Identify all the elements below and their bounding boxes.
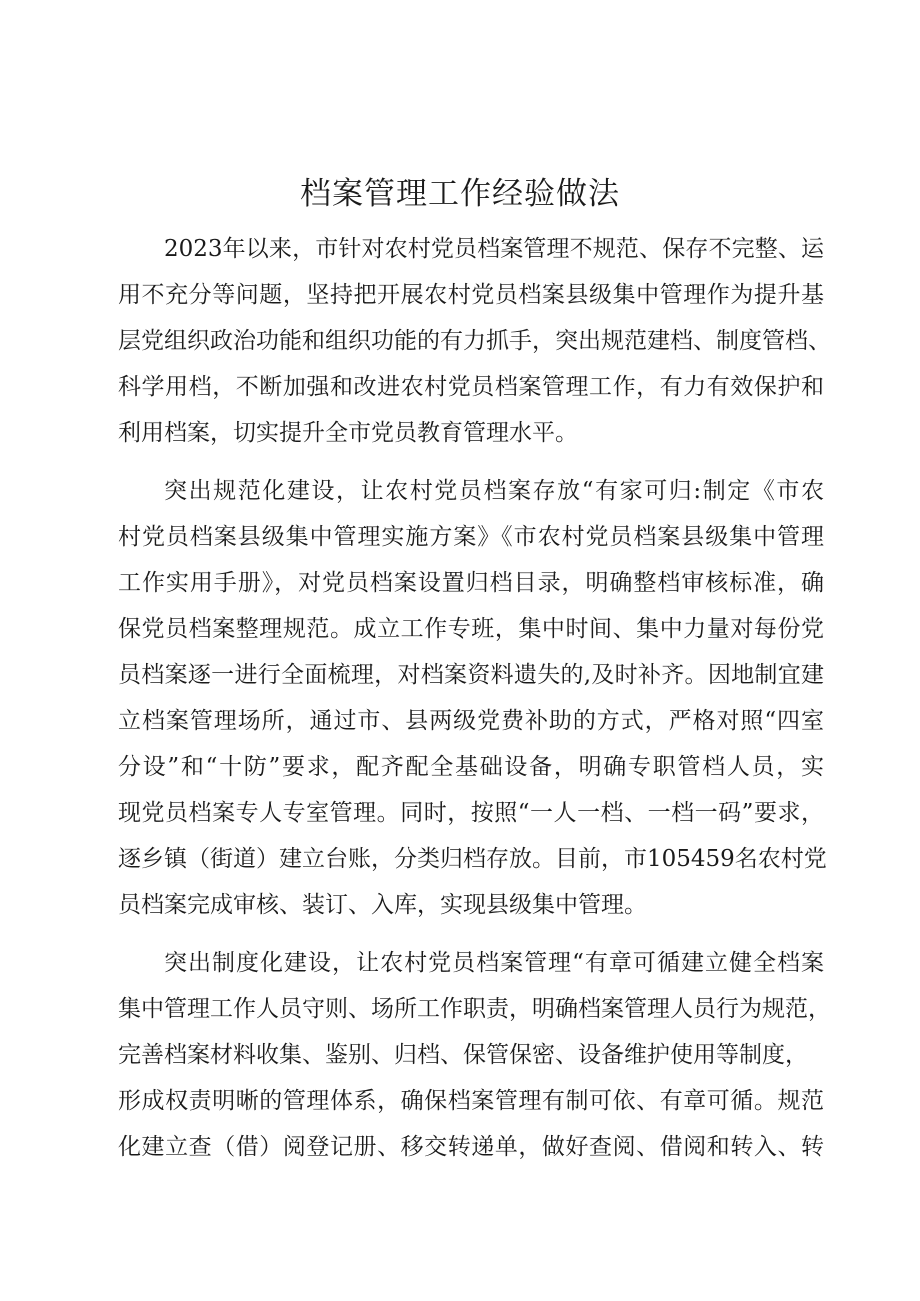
document-title: 档案管理工作经验做法 — [300, 176, 620, 212]
text-line: 用不充分等问题，坚持把开展农村党员档案县级集中管理作为提升基 — [118, 282, 824, 308]
paragraph-2 — [118, 468, 827, 928]
text-line: 现党员档案专人专室管理。同时，按照“一人一档、一档一码”要求， — [118, 800, 824, 826]
text-line: 化建立查（借）阅登记册、移交转递单，做好查阅、借阅和转入、转 — [118, 1134, 824, 1160]
paragraph-1 — [118, 226, 831, 456]
text-line: 员档案完成审核、装订、入库，实现县级集中管理。 — [118, 892, 647, 918]
text-line: 保党员档案整理规范。成立工作专班，集中时间、集中力量对每份党 — [118, 616, 824, 642]
text-line: 层党组织政治功能和组织功能的有力抓手，突出规范建档、制度管档、 — [118, 328, 831, 354]
text-line: 村党员档案县级集中管理实施方案》《市农村党员档案县级集中管理 — [118, 524, 824, 550]
text-line: 完善档案材料收集、鉴别、归档、保管保密、设备维护使用等制度， — [118, 1042, 808, 1068]
text-line: 科学用档，不断加强和改进农村党员档案管理工作，有力有效保护和 — [118, 374, 824, 400]
text-line: 突出规范化建设，让农村党员档案存放“有家可归:制定《市农 — [164, 478, 824, 504]
text-line: 集中管理工作人员守则、场所工作职责，明确档案管理人员行为规范， — [118, 996, 831, 1022]
text-line: 逐乡镇（街道）建立台账，分类归档存放。目前，市105459名农村党 — [118, 846, 827, 872]
paragraph-3 — [118, 940, 831, 1170]
text-line: 立档案管理场所，通过市、县两级党费补助的方式，严格对照“四室 — [118, 708, 824, 734]
text-line: 形成权责明晰的管理体系，确保档案管理有制可依、有章可循。规范 — [118, 1088, 824, 1114]
text-line: 分设”和“十防”要求，配齐配全基础设备，明确专职管档人员，实 — [118, 754, 824, 780]
text-line: 员档案逐一进行全面梳理，对档案资料遗失的,及时补齐。因地制宜建 — [118, 662, 824, 688]
document-body — [118, 226, 831, 1170]
text-line: 2023年以来，市针对农村党员档案管理不规范、保存不完整、运 — [164, 236, 824, 262]
text-line: 工作实用手册》，对党员档案设置归档目录，明确整档审核标准，确 — [118, 570, 824, 596]
text-line: 利用档案，切实提升全市党员教育管理水平。 — [118, 420, 578, 446]
text-line: 突出制度化建设，让农村党员档案管理“有章可循建立健全档案 — [164, 950, 824, 976]
